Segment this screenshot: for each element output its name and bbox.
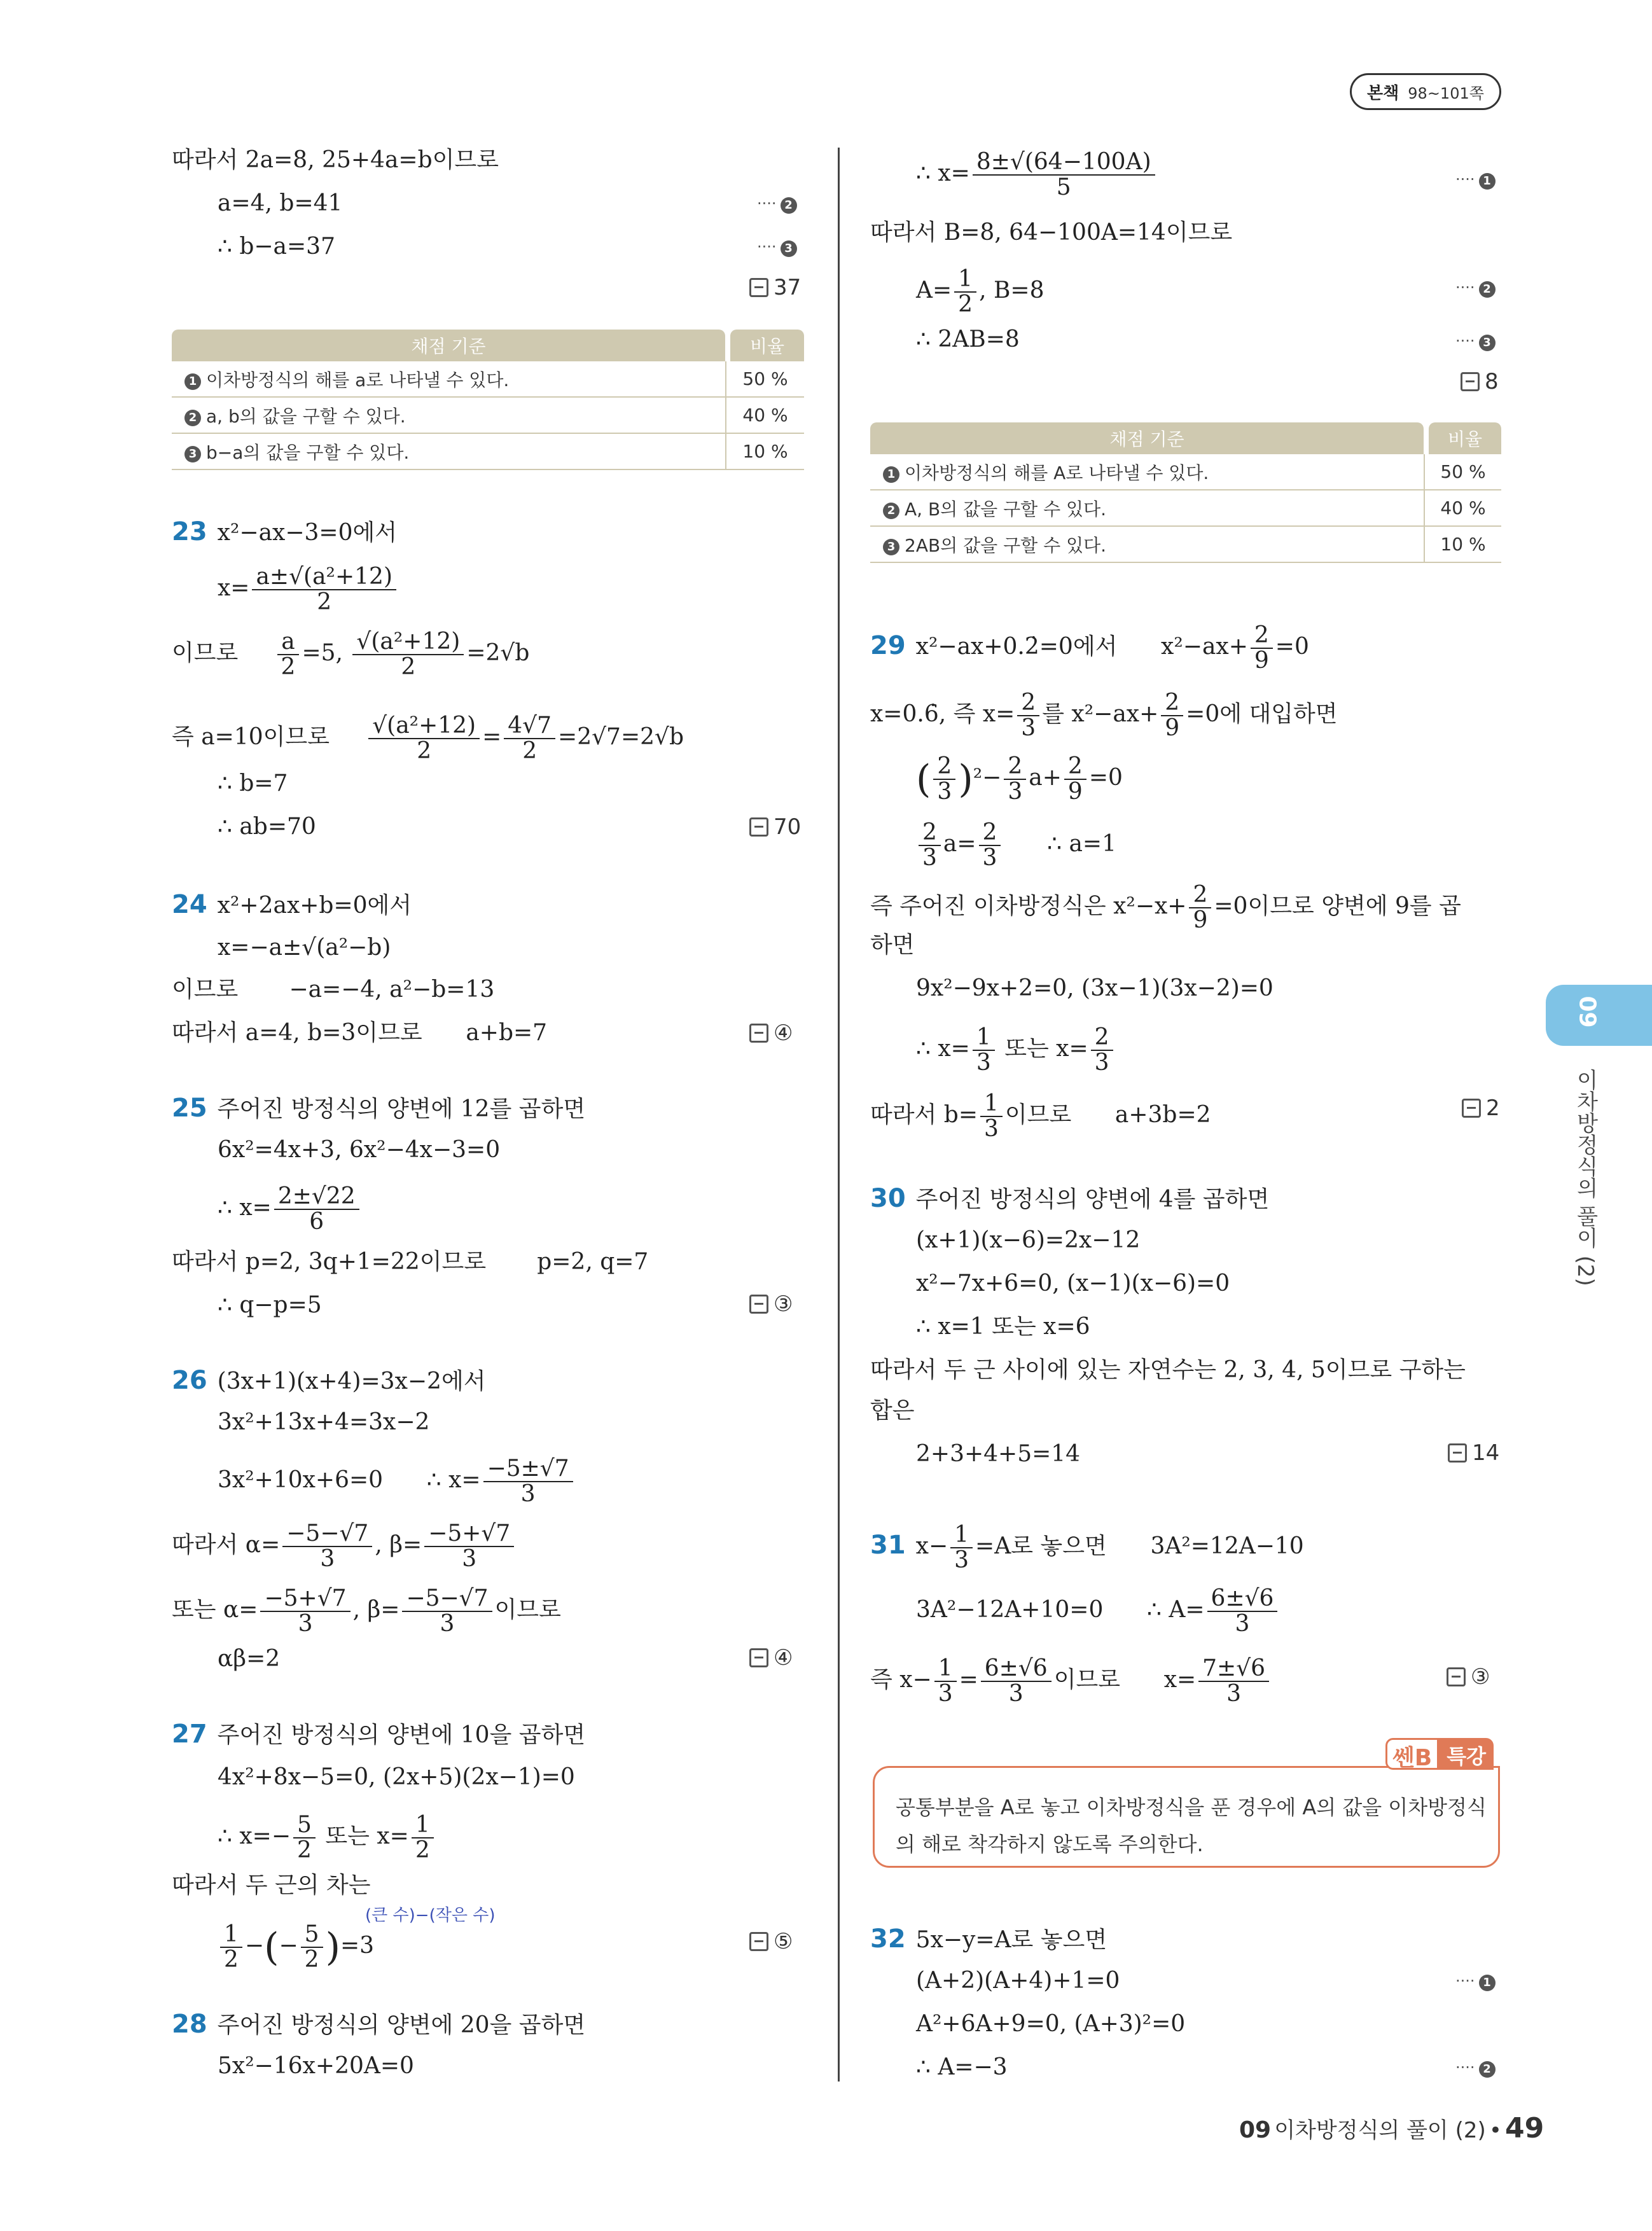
book-label: 본책 [1367,83,1399,103]
criteria-text: 이차방정식의 해를 a로 나타낼 수 있다. [206,369,510,391]
line: ( $\frac{2}{3}$ )²− $\frac{2}{3}$ a+ $\frac{2}{9}$ =0 [916,753,1123,805]
table-header [870,422,1501,454]
answer-icon [749,1024,768,1043]
problem-number: 28 [172,2010,207,2039]
problem-number: 31 [870,1530,906,1560]
line: ∴ q−p=5 [218,1292,322,1318]
handwritten-note: (큰 수)−(작은 수) [365,1906,496,1925]
page-footer [1239,2112,1544,2144]
line: 4x²+8x−5=0, (2x+5)(2x−1)=0 [218,1764,575,1790]
footer-bullet: • [1489,2118,1502,2143]
line: 따라서 α= $\frac{-5-√7}{3}$ , β= $\frac{-5+√7}{3}$ [172,1522,517,1571]
tip-text: 공통부분을 A로 놓고 이차방정식을 푼 경우에 A의 값을 이차방정식의 해로 착각하지 않도록 주의한다. [896,1795,1487,1856]
problem-23: 23 x²−ax−3=0에서 [172,517,398,546]
line: A²+6A+9=0, (A+3)²=0 [916,2011,1186,2037]
table-row: 3 b−a의 값을 구할 수 있다. 10 % [172,434,804,470]
page-range: 98~101쪽 [1408,84,1484,102]
problem-number: 30 [870,1184,906,1213]
answer-icon [749,278,768,297]
line: 또는 α= $\frac{-5+√7}{3}$ , β= $\frac{-5-√7}{3}$ 이므로 [172,1585,561,1637]
line: 즉 a=10이므로 $\frac{\text{√(a²+12)}}{2}$ = $\frac{4√7}{2}$ =2√7=2√b [172,712,684,764]
answer: ④ [749,1645,793,1671]
line: 하면 [870,932,915,958]
step-marker: ···· 2 [757,195,797,214]
line: x=−a±√(a²−b) [218,935,391,961]
line: 따라서 p=2, 3q+1=22이므로 p=2, q=7 [172,1249,649,1275]
line: 즉 주어진 이차방정식은 x²−x+ $\frac{2}{9}$ =0이므로 양변에 9를 곱 [870,882,1461,933]
problem-number: 27 [172,1720,207,1749]
problem-26: 26 (3x+1)(x+4)=3x−2에서 [172,1366,486,1395]
ratio: 50 % [725,361,804,396]
line: ∴ x=− $\frac{5}{2}$ 또는 x= $\frac{1}{2}$ [218,1813,436,1863]
answer-icon [749,1932,768,1951]
line: (A+2)(A+4)+1=0 [916,1968,1120,1994]
answer: 14 [1448,1440,1499,1466]
ratio: 40 % [725,398,804,433]
line: ∴ A=−3 [916,2054,1008,2080]
criteria-text: a, b의 값을 구할 수 있다. [206,405,406,427]
line: 3x²+10x+6=0 ∴ x= $\frac{-5\pm√7}{3}$ [218,1457,576,1506]
header-criteria: 채점 기준 [172,330,725,361]
problem-number: 24 [172,890,207,919]
step-marker: ···· 2 [1455,2059,1496,2078]
problem-number: 29 [870,630,906,660]
header-ratio: 비율 [730,330,804,361]
ratio: 10 % [1424,527,1501,562]
problem-27: 27 주어진 방정식의 양변에 10을 곱하면 [172,1720,586,1749]
step-marker: ···· 3 [757,238,797,257]
table-row: 1 이차방정식의 해를 A로 나타낼 수 있다. 50 % [870,454,1501,490]
problem-number: 23 [172,517,207,546]
line: (x+1)(x−6)=2x−12 [916,1227,1141,1253]
answer-icon [1462,1099,1481,1118]
answer-icon [1448,1443,1467,1463]
problem-32: 32 5x−y=A로 놓으면 [870,1924,1107,1954]
tip-label: 특강 [1439,1738,1494,1770]
line: 3x²+13x+4=3x−2 [218,1409,430,1435]
criteria-text: b−a의 값을 구할 수 있다. [206,441,410,463]
scoring-table [870,422,1501,563]
line: x=0.6̇, 즉 x= $\frac{2}{3}$ 를 x²−ax+ $\frac{2}{9}$ =0에 대입하면 [870,690,1338,741]
table-row: 1 이차방정식의 해를 a로 나타낼 수 있다. 50 % [172,361,804,398]
line: A= $\frac{1}{2}$ , B=8 [916,266,1045,317]
scoring-table [172,330,804,470]
answer: ③ [749,1291,793,1317]
step-marker: ···· 2 [1455,279,1496,298]
line: 9x²−9x+2=0, (3x−1)(3x−2)=0 [916,975,1274,1001]
line: 따라서 B=8, 64−100A=14이므로 [870,219,1233,246]
chapter-side-title: 이차방정식의 풀이 (2) [1572,1069,1598,1286]
header-ratio: 비율 [1429,422,1501,454]
answer-icon [749,1295,768,1314]
table-header [172,330,804,361]
line: 따라서 b= $\frac{1}{3}$ 이므로 a+3b=2 [870,1090,1211,1142]
line: ∴ x= $\frac{1}{3}$ 또는 x= $\frac{2}{3}$ [916,1025,1116,1075]
line: $\frac{1}{2}$ −(− $\frac{5}{2}$ )=3 [218,1922,374,1972]
answer: 2 [1462,1095,1500,1121]
answer-icon [1447,1667,1466,1686]
line: a=4, b=41 [218,190,343,216]
line: 이므로 −a=−4, a²−b=13 [172,976,495,1003]
step-marker: ···· 1 [1455,1972,1496,1991]
answer: 37 [749,275,801,300]
answer: ③ [1447,1664,1490,1690]
page-reference-badge [1350,73,1501,110]
answer: ⑤ [749,1929,793,1954]
line: ∴ x=1 또는 x=6 [916,1314,1090,1340]
line: ∴ x= $\frac{2\pm√22}{6}$ [218,1185,362,1234]
line: 따라서 2a=8, 25+4a=b이므로 [172,147,499,173]
page-number: 49 [1504,2112,1544,2144]
line: 이므로 $\frac{a}{2}$ =5, $\frac{\text{√(a²+12)}}{2}$ =2√b [172,629,530,680]
line: $\frac{2}{3}$ a= $\frac{2}{3}$ ∴ a=1 [916,821,1116,870]
chapter-number: 09 [1574,996,1600,1028]
answer-icon [1461,372,1480,391]
line: 3A²−12A+10=0 ∴ A= $\frac{6\pm√6}{3}$ [916,1587,1280,1636]
line: ∴ x= $\frac{8\pm√(64-100A)}{5}$ [916,150,1158,200]
problem-28: 28 주어진 방정식의 양변에 20을 곱하면 [172,2010,586,2039]
table-row: 3 2AB의 값을 구할 수 있다. 10 % [870,527,1501,563]
ratio: 10 % [725,434,804,469]
criteria-text: 이차방정식의 해를 A로 나타낼 수 있다. [905,462,1209,483]
problem-30: 30 주어진 방정식의 양변에 4를 곱하면 [870,1184,1270,1213]
criteria-text: 2AB의 값을 구할 수 있다. [905,534,1107,556]
problem-29: 29 x²−ax+0.2̇=0에서 x²−ax+ $\frac{2}{9}$ =0 [870,622,1309,674]
answer-icon [749,1648,768,1667]
line: 2+3+4+5=14 [916,1441,1081,1467]
line: ∴ b=7 [218,770,288,796]
line: 6x²=4x+3, 6x²−4x−3=0 [218,1137,501,1163]
tip-tag [1385,1738,1494,1770]
table-row: 2 a, b의 값을 구할 수 있다. 40 % [172,398,804,434]
line: 따라서 두 근 사이에 있는 자연수는 2, 3, 4, 5이므로 구하는 [870,1357,1466,1383]
line: 즉 x− $\frac{1}{3}$ = $\frac{6\pm√6}{3}$ 이므로 x= $\frac{7\pm√6}{3}$ [870,1657,1272,1706]
step-marker: ···· 3 [1455,332,1496,351]
chapter-tab[interactable] [1546,985,1652,1046]
header-criteria: 채점 기준 [870,422,1424,454]
line: ∴ ab=70 [218,814,316,840]
column-divider [838,148,840,2082]
line: αβ=2 [218,1646,281,1672]
line: ∴ b−a=37 [218,233,335,260]
answer: 8 [1461,369,1499,394]
footer-chapter: 09 [1239,2117,1272,2143]
problem-31: 31 x− $\frac{1}{3}$ =A로 놓으면 3A²=12A−10 [870,1522,1304,1573]
step-marker: ···· 1 [1455,170,1496,190]
problem-25: 25 주어진 방정식의 양변에 12를 곱하면 [172,1094,586,1123]
answer-icon [749,817,768,837]
footer-title: 이차방정식의 풀이 (2) [1274,2118,1486,2143]
line: 따라서 두 근의 차는 [172,1872,371,1898]
ratio: 40 % [1424,490,1501,525]
table-row: 2 A, B의 값을 구할 수 있다. 40 % [870,490,1501,527]
line: 합은 [870,1398,915,1424]
problem-24: 24 x²+2ax+b=0에서 [172,890,412,919]
problem-number: 25 [172,1094,207,1123]
ratio: 50 % [1424,454,1501,489]
criteria-text: A, B의 값을 구할 수 있다. [905,498,1107,520]
answer: 70 [749,814,801,840]
tip-brand: 쎈B [1385,1738,1439,1770]
line: x²−7x+6=0, (x−1)(x−6)=0 [916,1270,1230,1296]
answer: ④ [749,1020,793,1046]
problem-number: 26 [172,1366,207,1395]
line: x= $\frac{\text{a±√(a²+12)}}{2}$ [218,565,399,615]
line: 따라서 a=4, b=3이므로 a+b=7 [172,1020,548,1046]
line: 5x²−16x+20A=0 [218,2053,414,2079]
line: ∴ 2AB=8 [916,326,1020,352]
problem-number: 32 [870,1924,906,1954]
